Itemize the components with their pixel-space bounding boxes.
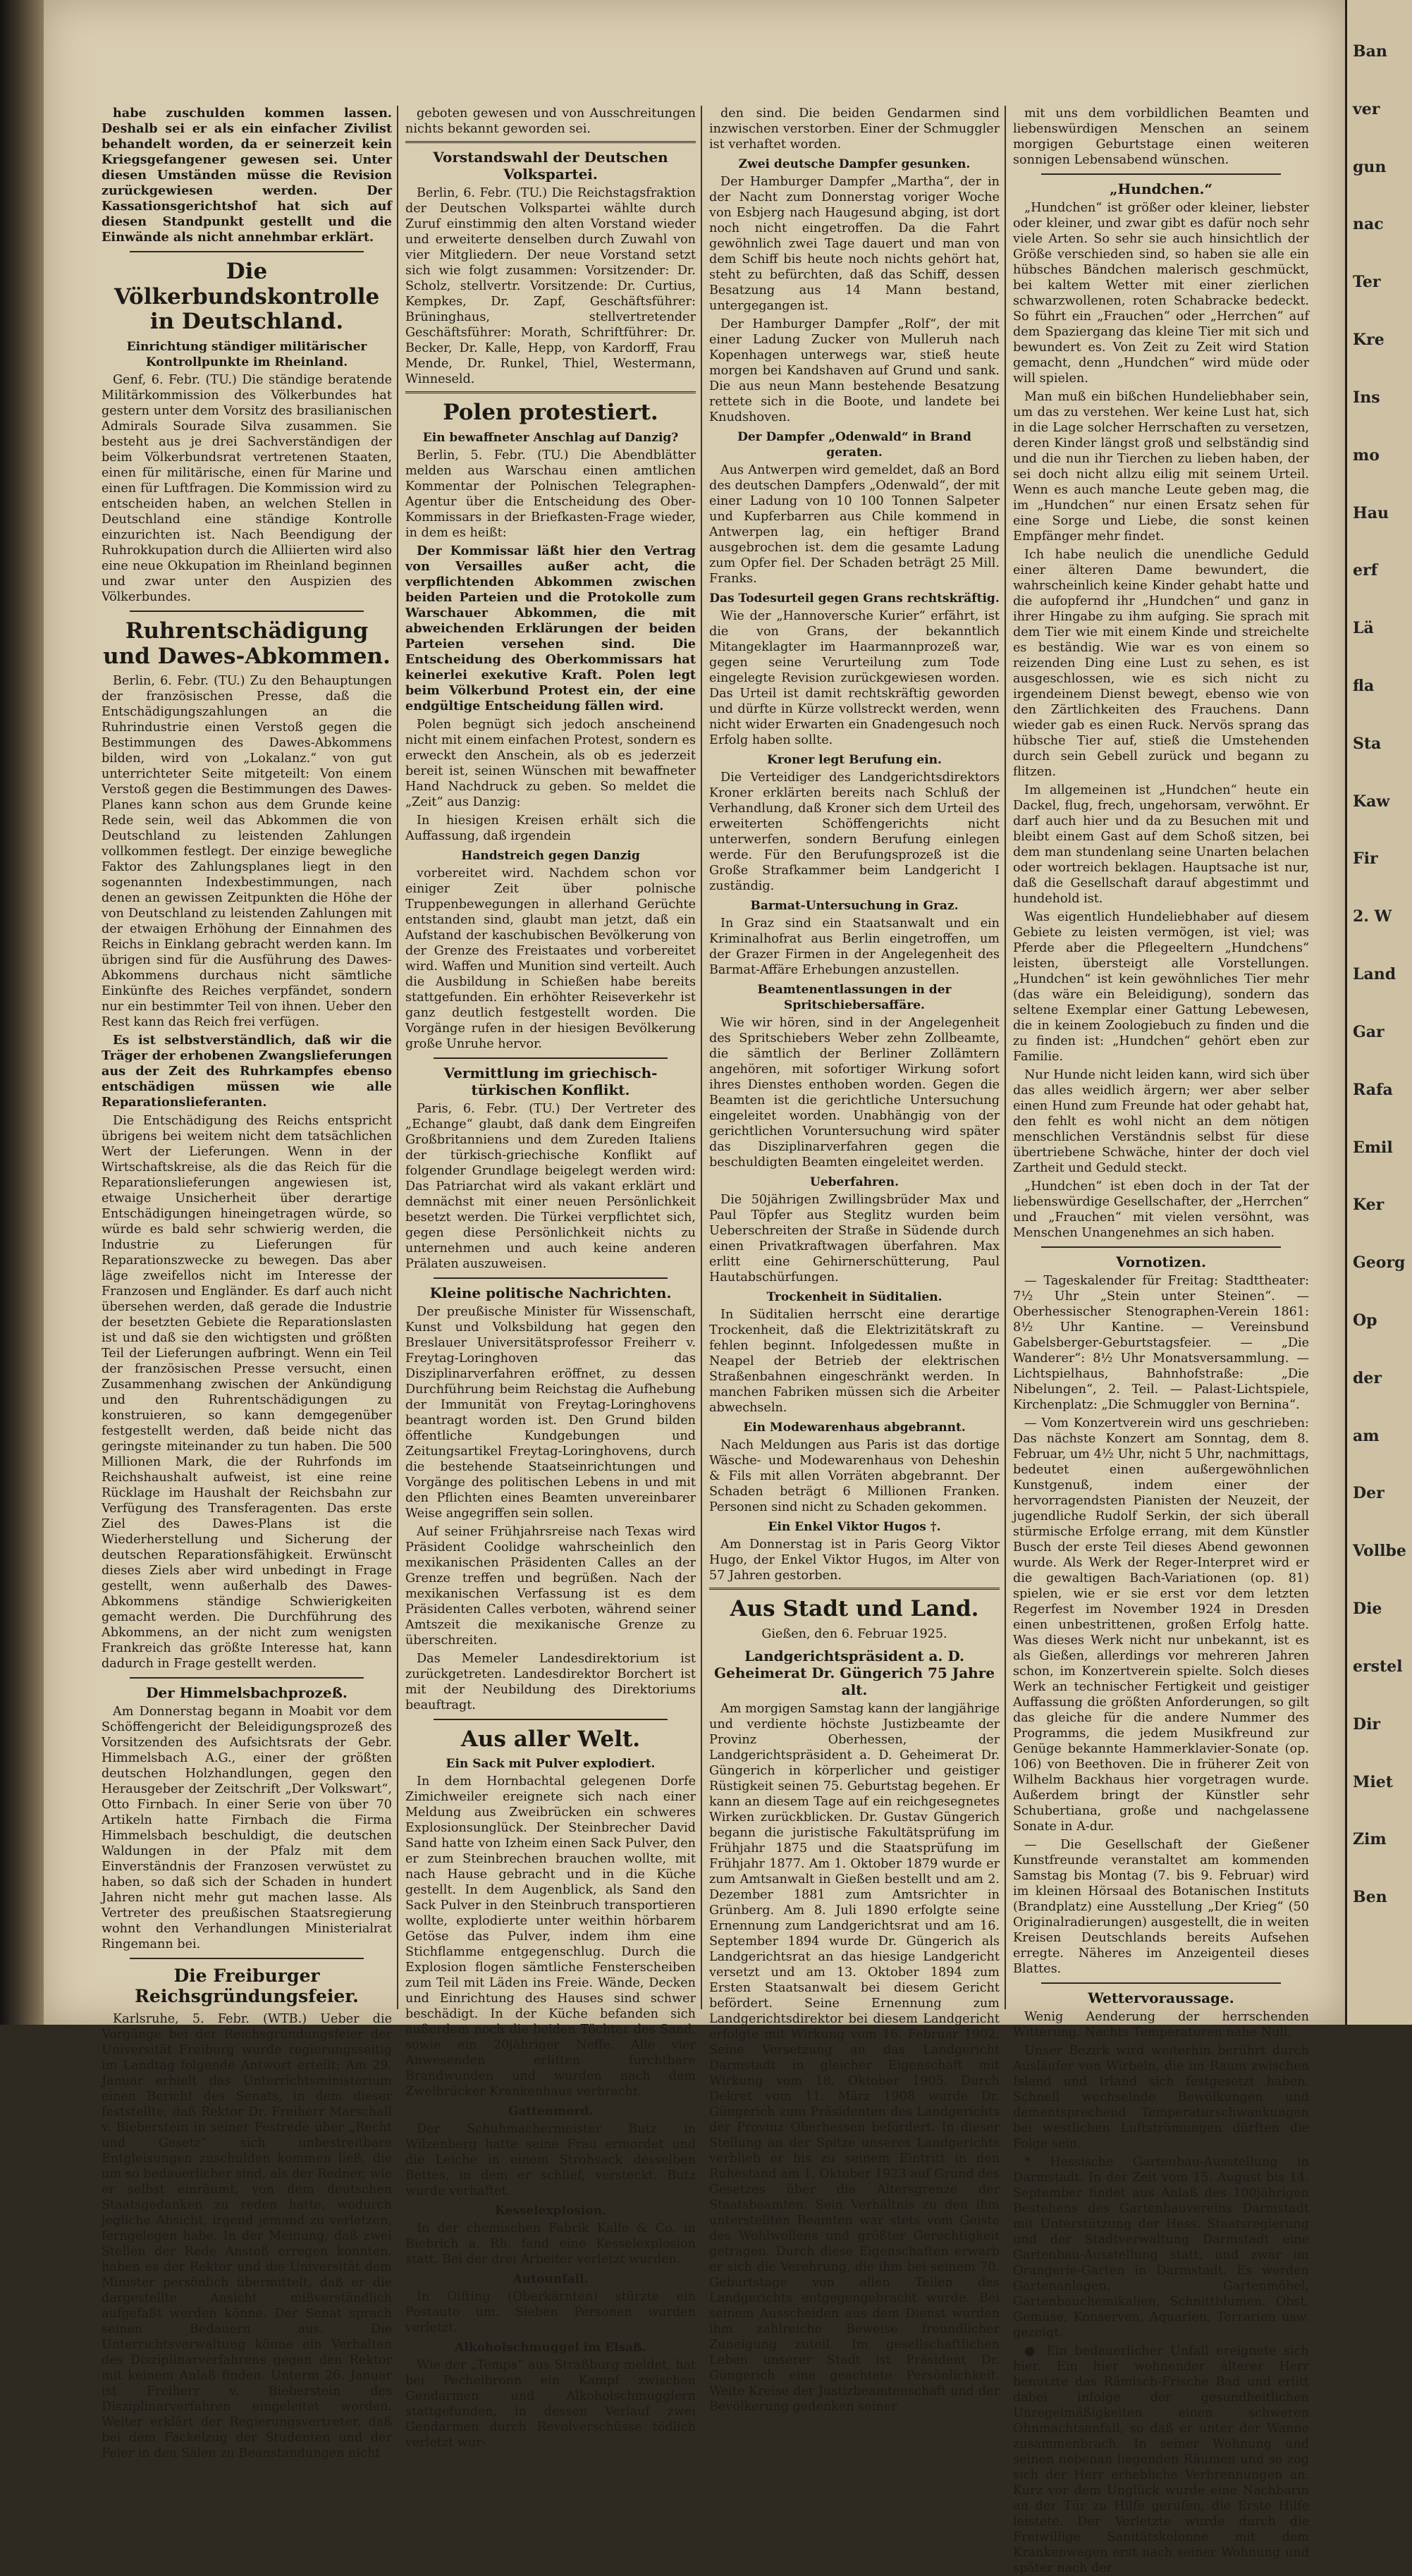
article-hundchen-text-2: Man muß ein bißchen Hundeliebhaber sein, um das zu verstehen. Wer keine Lust hat, sich in die Lage solcher Herrschaften zu versetzen, deren Kinder längst groß und selbständig sind und die nun ihr Tierchen zu lieben haben, der sei doch nicht allzu eilig mit seinem Urteil. Wenn es auch manche Leute geben mag, die im „Hundchen“ nur einen Ersatz sehen für eine Sorge und Liebe, die sonst keinen Empfänger mehr findet. [1013, 390, 1309, 544]
subheadline-pulver: Ein Sack mit Pulver explodiert. [446, 1757, 656, 1772]
adjacent-page-fragment: Hau [1353, 503, 1389, 522]
adjacent-page-fragment: gun [1353, 157, 1387, 176]
article-hundchen-text-6: Nur Hunde nicht leiden kann, wird sich über das alles weidlich ärgern; wer aber selber einen Hund zum Freunde hat oder gehabt hat, den fehlt es wohl nicht an dem nötigen menschlichen Verständnis selbst für diese übertriebene Schwäche, hinter der doch viel Zartheit und Geduld steckt. [1013, 1068, 1309, 1175]
adjacent-page-fragment: Kaw [1353, 792, 1390, 811]
subheadline-trockenheit: Trockenheit in Süditalien. [766, 1290, 943, 1304]
subheadline-danzig: Ein bewaffneter Anschlag auf Danzig? [422, 430, 679, 445]
article-wetter-text-1: Wenig Aenderung der herrschenden Witterung. Nachts Temperaturen nahe Null. [1013, 2010, 1309, 2040]
article-hundchen-text-7: „Hundchen“ ist eben doch in der Tat der liebenswürdige Gesellschafter, der „Herrchen“ und „Frauchen“ mit vielen versöhnt, was Menschen Unangenehmes an sich haben. [1013, 1179, 1309, 1240]
adjacent-page-fragment: Ben [1353, 1888, 1387, 1907]
subheadline-modewarenhaus: Ein Modewarenhaus abgebrannt. [743, 1421, 966, 1435]
subheadline-rheinland: Einrichtung ständiger militärischer Kontrollpunkte im Rheinland. [126, 339, 367, 369]
article-kunstfreunde: — Die Gesellschaft der Gießener Kunstfreunde veranstaltet am kommenden Samstag bis Montag (7. bis 9. Februar) wird im kleinen Hörsaal des Botanischen Instituts (Brandplatz) eine Ausstellung „Der Krieg“ (50 Originalradierungen) ausgestellt, die in weiten Kreisen Deutschlands bereits Aufsehen erregte. Näheres im Anzeigenteil dieses Blattes. [1013, 1838, 1309, 1976]
article-polen-text-4: In hiesigen Kreisen erhält sich die Auffassung, daß irgendein [405, 813, 696, 843]
article-freiburg-text: Karlsruhe, 5. Febr. (WTB.) Ueber die Vorgänge bei der Reichsgründungsfeier der Universität Freiburg wurde regierungsseitig im Landtag folgende Antwort erteilt: Am 29. Januar erhielt das Unterrichtsministerium einen Bericht des Senats, in dem dieser feststellte, daß Rektor Dr. Freiherr Marschall v. Bieberstein in seiner Festrede über „Recht und Gesetz“ sich unbestreitbare Entgleisungen zuschulden kommen ließ, die um so bedauerlicher sind, als der Redner, wie er selbst einräumt, von dem deutschen Staatsgedanken zu reden hatte, wodurch jegliche Absicht, irgend jemand zu verletzen, ferngelegen habe. In der Meinung, daß zwei Stellen der Rede Anstoß erregen konnten, haben es der Rektor und die Universität dem Minister persönlich übermittelt, daß er die dargestellte Ansicht mißverständlich aufgefaßt werden könne. Der Senat sprach seinen Bedauern aus. Die Unterrichtsverwaltung könne ein Verhalten des Disziplinarverfahrens gegen den Rektor mit keinem Anlaß finden. Unterm 26. Januar ist Freiherr v. Bieberstein des Disziplinarverfahren eingeleitet worden. Weiter erklärt der Regierungsvertreter, daß bei dem Fackelzug der Studenten und der Feier in den Sälen zu Beanstandungen nicht [102, 2011, 392, 2460]
article-kleine-text-3: Das Memeler Landesdirektorium ist zurückgetreten. Landesdirektor Borchert ist mit der Neubildung des Direktoriums beauftragt. [405, 1651, 696, 1712]
article-ueberfahren-text: Die 50jährigen Zwillingsbrüder Max und Paul Töpfer aus Steglitz wurden beim Ueberschreiten der Straße in Südende durch einen Privatkraftwagen überfahren. Max erlitt eine Gehirnerschütterung, Paul Hautabschürfungen. [709, 1193, 1000, 1284]
headline-wettervoraussage: Wettervoraussage. [1088, 1989, 1234, 2006]
adjacent-page-fragment: Gar [1353, 1022, 1385, 1041]
adjacent-page-fragment: der [1353, 1368, 1382, 1387]
article-tageskalender: — Tageskalender für Freitag: Stadttheater: 7½ Uhr „Stein unter Steinen“. — Oberhessischer Stenographen-Verein 1861: 8½ Uhr Kantine. — Vereinsbund Gabelsberger-Geburtstagsfeier. — „Die Wanderer“: 8½ Uhr Monatsversammlung. — Lichtspielhaus, Bahnhofstraße: „Die Nibelungen“, 2. Teil. — Palast-Lichtspiele, Kirchenplatz: „Die Schmuggler von Bernina“. [1013, 1274, 1309, 1412]
headline-hundchen: „Hundchen.“ [1110, 180, 1213, 197]
headline-polen: Polen protestiert. [443, 400, 658, 425]
adjacent-page-fragment: Ban [1353, 42, 1387, 61]
article-martha-text: Der Hamburger Dampfer „Martha“, der in der Nacht zum Donnerstag voriger Woche von Esbjerg nach Haugesund abging, ist dort noch nicht eingetroffen. Da die Fahrt gewöhnlich zwei Tage dauert und man von dem Schiff bis heute noch nichts gehört hat, steht zu befürchten, daß das Schiff, dessen Besatzung aus 14 Mann bestand, untergegangen ist. [709, 175, 1000, 313]
subheadline-gattenmord: Gattenmord. [508, 2104, 594, 2119]
adjacent-page-fragment: Ker [1353, 1196, 1385, 1215]
subheadline-alkoholschmuggel: Alkoholschmuggel im Elsaß. [455, 2341, 646, 2355]
article-hundchen-text-1: „Hundchen“ ist größer oder kleiner, liebster oder kleiner, und zwar gibt es dafür noch sehr viele Arten. So sehr sie auch hinsichtlich der Größe verschieden sind, so haben sie alle ein hübsches Bändchen malerisch geschmückt, bei kaltem Wetter mit einer zierlichen schwarzwollenen, roten Schabracke bedeckt. So führt ein „Frauchen“ oder „Herrchen“ auf dem Spaziergang das kleine Tier mit sich und bewundert es. Von Zeit zu Zeit wird Station gemacht, denn „Hundchen“ wird müde oder will spielen. [1013, 201, 1309, 386]
article-voelkerbund-text: Genf, 6. Febr. (TU.) Die ständige beratende Militärkommission des Völkerbundes hat gestern unter dem Vorsitz des brasilianischen Admirals Sourade Silva zusammen. Sie besteht aus je drei Sachverständigen der beim Völkerbundsrat vertretenen Staaten, einen für militärische, einen für Marine und einen für Luftfragen. Die Kommission wird zu entscheiden haben, an welchen Stellen in Deutschland eine ständige Kontrolle einzurichten ist. Nach Beendigung der Ruhrokkupation durch die Alliierten wird also eine neue Okkupation im Rheinland beginnen und zwar unter den Auspizien des Völkerbundes. [102, 372, 392, 604]
article-kroner-text: Die Verteidiger des Landgerichtsdirektors Kroner erklärten bereits nach Schluß der Verhandlung, daß Kroner sich dem Urteil des erweiterten Schöffengerichts nicht unterwerfen, sondern Berufung einlegen werde. Für den Berufungsprozeß ist die Große Strafkammer beim Landgericht I zuständig. [709, 771, 1000, 893]
column-4-intro: mit uns dem vorbildlichen Beamten und liebenswürdigen Menschen an seinem morgigen Geburtstage einen weiteren sonnigen Lebensabend wünschen. [1013, 106, 1309, 167]
article-hundchen-text-5: Was eigentlich Hundeliebhaber auf diesem Gebiete zu leisten vermögen, ist viel; was Pferde aber die Pflegeeltern „Hundchens“ leisten, übersteigt alle Vorstellungen. „Hundchen“ ist kein gewöhnliches Tier mehr (das wäre ein Beleidigung), sondern das seltene Exemplar einer Gattung Lebewesen, die in keinem Zoologiebuch zu finden und die zu finden ist: „Hundchen“ gehört eben zur Familie. [1013, 910, 1309, 1064]
adjacent-page-fragment: 2. W [1353, 907, 1392, 926]
adjacent-page-fragment: Fir [1353, 850, 1378, 869]
adjacent-page-fragment: Emil [1353, 1138, 1393, 1157]
article-hundchen-text-3: Ich habe neulich die unendliche Geduld einer älteren Dame bewundert, die wahrscheinlich keine Kinder gehabt hatte und die aufopfernd ihr „Hundchen“ und ganz in ihrer Hingabe zu ihm aufging. Sie sprach mit dem Tier wie mit einem Kinde und streichelte es beständig. Wie war es von einem so reizenden Ding eine Lust zu sehen, es ist ausgeschlossen, wie es sich nicht zu irgendeinem Dienst bewegt, ebenso wie von den Zärtlichkeiten des Frauchens. Dann wieder gab es einen Ruck. Nervös sprang das hübsche Tier auf, stieß die Umstehenden durch sein Gebell zurück und begann zu flitzen. [1013, 548, 1309, 779]
column-rule [1005, 106, 1006, 2009]
article-ruhr-text-2: Es ist selbstverständlich, daß wir die Träger der erhobenen Zwangslieferungen aus der Zeit des Ruhrkampfes ebenso entschädigen müssen wie alle Reparationslieferanten. [102, 1033, 392, 1110]
article-grans-text: Wie der „Hannoversche Kurier“ erfährt, ist die von Grans, der bekanntlich Mitangeklagter im Haarmannprozeß war, gegen seine Verurteilung zum Tode eingelegte Revision zurückgewiesen worden. Das Urteil ist damit rechtskräftig geworden und dürfte in Kürze vollstreckt werden, wenn nicht wider Erwarten ein Gnadengesuch noch Erfolg haben sollte. [709, 609, 1000, 747]
headline-griechisch-tuerkisch: Vermittlung im griechisch-türkischen Konflikt. [443, 1064, 658, 1098]
subheadline-beamtenentlassungen: Beamtenentlassungen in der Spritschiebersaffäre. [757, 983, 952, 1012]
subheadline-kroner: Kroner legt Berufung ein. [767, 753, 942, 767]
column-3-intro: den sind. Die beiden Gendarmen sind inzwischen verstorben. Einer der Schmuggler ist verhaftet worden. [709, 106, 1000, 152]
subheadline-kesselexplosion: Kesselexplosion. [495, 2204, 606, 2219]
headline-ruhrentschaedigung: Ruhrentschädigung und Dawes-Abkommen. [103, 618, 391, 669]
article-himmelsbach-text: Am Donnerstag begann in Moabit vor dem Schöffengericht der Beleidigungsprozeß des Vorsitzenden des Aufsichtsrats der Gebr. Himmelsbach A.G., einer der größten deutschen Holzhandlungen, gegen den Herausgeber der Zeitschrift „Der Volkswart“, Otto Firnbach. In einer Serie von über 70 Artikeln hatte Firnbach die Firma Himmelsbach beschuldigt, die deutschen Waldungen in der Pfalz mit dem Einverständnis der Franzosen verwüstet zu haben, so daß sich der Schaden in hundert Jahren nicht mehr gut machen lasse. Als Vertreter des preußischen Staatsregierung wohnt den Verhandlungen Ministerialrat Ringemann bei. [102, 1705, 392, 1952]
article-barmat-text: In Graz sind ein Staatsanwalt und ein Kriminalhofrat aus Berlin eingetroffen, um der Grazer Firmen in der Angelegenheit des Barmat-Affäre Erhebungen anzustellen. [709, 916, 1000, 977]
article-pulver-text: In dem Hornbachtal gelegenen Dorfe Zimichweiler ereignete sich nach einer Meldung aus Zweibrücken ein schweres Explosionsunglück. Der Steinbrecher David Sand hatte von Izheim einen Sack Pulver, den er zum Steinbrechen brauchen wollte, mit nach Hause gebracht und in die Küche gestellt. In dem Augenblick, als Sand den Sack Pulver in den Steinbruch transportieren wollte, explodierte unter weithin hörbarem Getöse das Pulver, indem ihm eine Stichflamme entgegenschlug. Durch die Explosion flogen sämtliche Fensterscheiben zum Teil mit Läden ins Freie. Wände, Decken und Einrichtung des Hauses sind schwer beschädigt. In der Küche befanden sich außerdem noch die beiden Töchter des Sand, sowie ein 20jähriger Neffe. Alle vier Anwesenden erlitten furchtbare Brandwunden und wurden nach dem Zweibrücker Krankenhaus verbracht. [405, 1774, 696, 2099]
column-1-intro: habe zuschulden kommen lassen. Deshalb sei er als ein einfacher Zivilist behandelt worden, da er seinerzeit kein Kriegsgefangener gewesen sei. Unter diesen Umständen müsse die Revision zurückgewiesen werden. Der Kassationsgerichtshof hat sich auf diesen Standpunkt gestellt und die Einwände als nicht annehmbar erklärt. [102, 106, 392, 245]
subheadline-grans: Das Todesurteil gegen Grans rechtskräftig. [709, 591, 1000, 606]
headline-kleine-nachrichten: Kleine politische Nachrichten. [429, 1284, 672, 1301]
adjacent-page-fragment: erf [1353, 561, 1378, 580]
article-polen-text-2: Der Kommissar läßt hier den Vertrag von Versailles außer acht, die verpflichtenden Abkommen zwischen beiden Parteien und die Protokolle zum Warschauer Abkommen, die mit abweichenden Erklärungen der beiden Parteien versehen sind. Die Entscheidung des Oberkommissars hat keinerlei exekutive Kraft. Polen legt beim Völkerbund Protest ein, der eine endgültige Entscheidung fällen wird. [405, 543, 696, 713]
adjacent-page-fragment: Ter [1353, 273, 1381, 292]
article-unfall: ● Ein bedauerlicher Unfall ereignete sich hier. Ein hier wohnender älterer Herr benutzte das Rämisch-Frische Bad und erlitt dabei infolge der gesundheitlichen Unregelmäßigkeiten einen schweren Ohnmachtsanfall, so daß er unter der Wanne zusammenbrach. In seiner Wohnung und seinen nebenan liegenden Räumen und so zog sich der Herr erhebliche Verbrennungen an. Kurz vor dem Unglück wurde eine Nachbarin an der Tür zu Hilfe gerufen, die Erste Hilfe leistete. Der Verletzte wurde durch die Freiwillige Sanitätskolonne mit dem Krankenwagen erst nach seiner Wohnung und später nach der [1013, 2344, 1309, 2575]
headline-volkspartei: Vorstandswahl der Deutschen Volkspartei. [433, 149, 668, 183]
headline-freiburg: Die Freiburger Reichsgründungsfeier. [135, 1965, 359, 2006]
adjacent-page-fragment: Op [1353, 1311, 1377, 1330]
adjacent-page-fragment: mo [1353, 446, 1380, 465]
article-gattenmord-text: Der Schuhmachermeister Butz in Wilzenberg hatte seine Frau ermordet und die Leiche in einem Strohsack desselben Bettes, in dem er schlief, versteckt. Butz wurde verhaftet. [405, 2122, 696, 2199]
subheadline-hugo: Ein Enkel Viktor Hugos †. [768, 1520, 941, 1534]
column-1 [102, 106, 392, 2460]
column-4 [1013, 106, 1309, 2575]
headline-voelkerbund: Die Völkerbundskontrolle in Deutschland. [113, 259, 380, 335]
article-volkspartei-text: Berlin, 6. Febr. (TU.) Die Reichstagsfraktion der Deutschen Volkspartei wählte durch Zuruf einstimmig den alten Vorstand wieder und erweiterte denselben durch Zuwahl von vier Mitgliedern. Der neue Vorstand setzt sich wie folgt zusammen: Vorsitzender: Dr. Scholz, stellvertr. Vorsitzende: Dr. Curtius, Kempkes, Dr. Zapf, Geschäftsführer: Brüninghaus, stellvertretender Geschäftsführer: Morath, Schriftführer: Dr. Becker, Dr. Kalle, Hepp, von Kardorff, Frau Mende, Dr. Runkel, Thiel, Westermann, Winneseld. [405, 186, 696, 386]
adjacent-page-fragment: Rafa [1353, 1080, 1393, 1099]
headline-vornotizen: Vornotizen. [1116, 1253, 1206, 1270]
article-auto-text: In Oifting (Oberkärnten) stürzte ein Postauto um. Sieben Personen wurden verletzt. [405, 2290, 696, 2336]
adjacent-page-fragment: Ins [1353, 388, 1380, 407]
article-ruhr-text-1: Berlin, 6. Febr. (TU.) Zu den Behauptungen der französischen Presse, daß die Entschädigungszahlungen an die Ruhrindustrie einen Verstoß gegen die Bestimmungen des Dawes-Abkommens bilden, wird von „Lokalanz.“ von gut unterrichteter Seite mitgeteilt: Von einem Verstoß gegen die Bestimmungen des Dawes-Planes kann schon aus dem Grunde keine Rede sein, weil das Abkommen die von Deutschland zu leistenden Zahlungen vollkommen festlegt. Der einzige bewegliche Faktor des Zahlungsplanes liegt in den sogenannten Indexbestimmungen, nach denen an gewissen Zeitpunkten die Höhe der von Deutschland zu leistenden Zahlungen mit der etwaigen Erhöhung der Einnahmen des Reichs in Einklang gebracht werden kann. Im übrigen sind für die Ausführung des Dawes-Abkommens durchaus nicht sämtliche Einkünfte des Reiches verpfändet, sondern nur ein bestimmter Teil von ihnen. Ueber den Rest kann das Reich frei verfügen. [102, 674, 392, 1030]
article-konzertverein: — Vom Konzertverein wird uns geschrieben: Das nächste Konzert am Sonntag, dem 8. Februar, um 4½ Uhr, nicht 5 Uhr, nachmittags, bedeutet einen außergewöhnlichen Kunstgenuß, indem einer der hervorragendsten Pianisten der Neuzeit, der jugendliche Rudolf Serkin, der sich überall stürmische Erfolge errang, mit dem Künstler Busch der erste Teil dieses Abend gewonnen wurde. Als Werk der Reger-Interpret wird er die gewaltigen Bach-Variationen (op. 81) spielen, wie er sie erst vor dem letzten Regerfest im November 1924 in Dresden einen unbestrittenen, großen Erfolg hatte. Was dieses Werk nicht nur unbekannt, ist es als Gießen, allerdings vor mehreren Jahren schon, im Konzertverein spielte. Solch dieses Werk an technischer Fertigkeit und geistiger Auffassung die größten Anforderungen, so gilt das gleiche für die andere Nummer des Programms, die jedem Musikfreund zur Genüge bekannte Hammerklavier-Sonate (op. 106) von Beethoven. Die in früherer Zeit von Wilhelm Backhaus hier vorgetragen wurde. Außerdem bringt der Künstler sehr Schubertiana, große und nachgelassene Sonate in A-dur. [1013, 1416, 1309, 1834]
column-rule [701, 106, 702, 2009]
headline-guengerich: Landgerichtspräsident a. D. Geheimerat Dr. Güngerich 75 Jahre alt. [714, 1647, 995, 1698]
article-guengerich-text: Am morgigen Samstag kann der langjährige und verdiente höchste Justizbeamte der Provinz Oberhessen, der Landgerichtspräsident a. D. Geheimerat Dr. Güngerich in körperlicher und geistiger Rüstigkeit seinen 75. Geburtstag begehen. Er kann an diesem Tage auf ein reichgesegnetes Wirken zurückblicken. Dr. Gustav Güngerich begann die juristische Fakultätsprüfung im Frühjahr 1875 und die Staatsprüfung im Frühjahr 1877. Am 1. Oktober 1879 wurde er zum Amtsanwalt in Gießen bestellt und am 2. Dezember 1881 zum Amtsrichter in Grünberg. Am 8. Juli 1890 erfolgte seine Ernennung zum Landgerichtsrat und am 16. September 1894 wurde Dr. Güngerich als Landgerichtsrat an das hiesige Landgericht versetzt und am 13. Oktober 1894 zum Ersten Staatsanwalt bei diesem Gericht befördert. Seine Ernennung zum Landgerichtsdirektor bei diesem Landgericht erfolgte mit Wirkung vom 16. Februar 1902. Seine Versetzung an das Landgericht Darmstadt in gleicher Eigenschaft mit Wirkung vom 18. Oktober 1905. Durch Dekret vom 11. März 1908 wurde Dr. Güngerich zum Präsidenten des Landgerichts der Provinz Oberhessen befördert. In dieser Stellung an der Spitze unseres Landgerichts verblieb er bis zu seinem Eintritt in den Ruhestand am 1. Oktober 1923 auf Grund des Gesetzes über die Altersgrenze der Staatsbeamten. Sein Verhältnis zu den ihm unterstellten Beamten war stets vom Geiste des Wohlwollens und größter Gerechtigkeit getragen. Durch diese Eigenschaften erwarb er sich die Verehrung, die ihm bei seinem 70. Geburtstage von allen Teilen des Landgerichts entgegengebracht wurde. Bei seinem Ausscheiden aus dem Dienst wurden ihm zahlreiche Beweise freundlicher Zuneigung zuteil. Im gesellschaftlichen Leben unserer Stadt ist Präsident Dr. Güngerich eine geachtete Persönlichkeit. Weite Kreise der Justizbeamtenschaft und der Bevölkerung gedenken seiner [709, 1701, 1000, 2414]
article-alkohol-text: Wie der „Temps“ aus Straßburg meldet, hat bei Pechelbronn ein Kampf zwischen Gendarmen und Alkoholschmugglern stattgefunden, in dessen Verlauf zwei Gendarmen durch Revolverschüsse tödlich verletzt wur- [405, 2358, 696, 2451]
subheadline-odenwald: Der Dampfer „Odenwald“ in Brand geraten. [737, 430, 971, 460]
subheadline-handstreich: Handstreich gegen Danzig [461, 848, 640, 863]
article-wetter-text-2: Unser Bezirk wird weiterhin berührt durch Ausläufer von Wirbeln, die im Raum zwischen Island und Irland sich festgesetzt haben. Schnell wechselnde Bewölkungen und dementsprechend Temperaturschwankungen bei westlichen Luftströmungen dürften die Folge sein. [1013, 2044, 1309, 2151]
subheadline-ueberfahren: Ueberfahren. [809, 1175, 900, 1189]
subheadline-dampfer: Zwei deutsche Dampfer gesunken. [738, 157, 971, 171]
adjacent-page-fragment: Die [1353, 1600, 1382, 1619]
article-polen-text-1: Berlin, 5. Febr. (TU.) Die Abendblätter melden aus Warschau einen amtlichen Kommentar der Polnischen Telegraphen-Agentur über die Entscheidung des Ober-Kommissars in der Briefkasten-Frage wieder, in dem es heißt: [405, 448, 696, 540]
column-2 [405, 106, 696, 2451]
adjacent-page-fragment: ver [1353, 99, 1380, 118]
article-polen-text-5: vorbereitet wird. Nachdem schon vor einiger Zeit über polnische Truppenbewegungen in allerhand Gerüchte entstanden sind, glaubt man jetzt, daß ein Aufstand der kaschubischen Bevölkerung von der Grenze des Freistaates und vorbereitet wird. Waffen und Munition sind verteilt. Auch die Ausbildung in Schießen habe bereits stattgefunden. Ein erhöhter Reiseverkehr ist ganz deutlich festgestellt worden. Die Vorgänge rufen in der hiesigen Bevölkerung große Unruhe hervor. [405, 866, 696, 1051]
adjacent-page-fragment: Vollbe [1353, 1542, 1406, 1561]
adjacent-page-fragment: Der [1353, 1484, 1385, 1503]
adjacent-page-fragment: Land [1353, 965, 1396, 984]
headline-aus-stadt-und-land: Aus Stadt und Land. [730, 1596, 979, 1621]
headline-himmelsbach: Der Himmelsbachprozeß. [146, 1684, 348, 1702]
adjacent-page-fragment: Kre [1353, 331, 1385, 350]
adjacent-page-fragment: Zim [1353, 1830, 1387, 1849]
subheadline-barmat: Barmat-Untersuchung in Graz. [750, 899, 959, 913]
adjacent-page-fragment: erstel [1353, 1657, 1403, 1676]
article-kleine-text-2: Auf seiner Frühjahrsreise nach Texas wird Präsident Coolidge wahrscheinlich den mexikanischen Präsidenten Calles an der Grenze treffen und begrüßen. Nach der mexikanischen Verfassung ist es dem Präsidenten Calles verboten, während seiner Amtszeit die mexikanische Grenze zu überschreiten. [405, 1524, 696, 1648]
article-griechisch-text: Paris, 6. Febr. (TU.) Der Vertreter des „Echange“ glaubt, daß dank dem Eingreifen Großbritanniens und dem Zureden Italiens der türkisch-griechische Konflikt auf folgender Grundlage beigelegt werden wird: Das Patriarchat wird als vakant erklärt und demnächst mit einer neuen Persönlichkeit besetzt werden. Die Türkei verpflichtet sich, gegen diese Persönlichkeit nichts zu unternehmen und auch keine anderen Prälaten auszuweisen. [405, 1101, 696, 1271]
dateline: Gießen, den 6. Februar 1925. [761, 1626, 947, 1641]
article-odenwald-text: Aus Antwerpen wird gemeldet, daß an Bord des deutschen Dampfers „Odenwald“, der mit einer Ladung von 10 100 Tonnen Salpeter und Kupferbarren aus Chile kommend in Antwerpen lag, ein heftiger Brand ausgebrochen ist. dem die gesamte Ladung zum Opfer fiel. Der Schaden beträgt 25 Mill. Franks. [709, 463, 1000, 586]
article-kessel-text: In der chemischen Fabrik Kalle & Co. in Biebrich a. Rh. fand eine Kesselexplosion statt. Bei der drei Arbeiter verletzt wurden. [405, 2221, 696, 2267]
adjacent-page-fragment: fla [1353, 677, 1375, 695]
article-trockenheit-text: In Süditalien herrscht eine derartige Trockenheit, daß die Elektrizitätskraft zu fehlen beginnt. Infolgedessen mußte in Neapel der Betrieb der elektrischen Straßenbahnen eingeschränkt werden. In manchen Fabriken müssen sich die Arbeiter abwechseln. [709, 1308, 1000, 1415]
article-beamten-text: Wie wir hören, sind in der Angelegenheit des Spritschiebers Weber zehn Zollbeamte, die sämtlich der Berliner Zollämtern angehören, mit sofortiger Wirkung sofort ihres Dienstes enthoben worden. Gegen die Beamten ist die gerichtliche Untersuchung eingeleitet worden. Unabhängig von der gerichtlichen Voruntersuchung wird später das Disziplinarverfahren gegen die beschuldigten Beamten eingeleitet werden. [709, 1016, 1000, 1170]
subheadline-autounfall: Autounfall. [512, 2272, 589, 2287]
column-2-intro: geboten gewesen und von Ausschreitungen nichts bekannt geworden sei. [405, 106, 696, 136]
article-ruhr-text-3: Die Entschädigung des Reichs entspricht übrigens bei weitem nicht dem tatsächlichen Wert der Lieferungen. Wenn in der Wirtschaftskreise, als die das Reich für die Reparationslieferungen angewiesen ist, etwaige Unsicherheit über derartige Entschädigungen hineingetragen würde, so würde es bald sehr schwierig werden, die Industrie zu Lieferungen für Reparationszwecke zu bewegen. Das aber läge zweifellos nicht im Interesse der Franzosen und Engländer. Es darf auch nicht übersehen werden, daß gerade die Industrie der besetzten Gebiete die Reparationslasten ist und daß sie den wichtigsten und größten Teil der Lieferungen aufbringt. Wenn ein Teil der französischen Presse versucht, einen Zusammenhang zwischen der Ankündigung und den Ruhrentschädigungen zu konstruieren, so kann demgegenüber festgestellt werden, daß beide nicht das geringste miteinander zu tun haben. Die 500 Millionen Mark, die der Ruhrfonds im Reichshaushalt aufweist, ist eine reine Rücklage im Haushalt der Reichsbahn zur Verfügung des Transferagenten. Das erste Ziel des Dawes-Plans ist die Wiederherstellung und Sicherung der deutschen Reparationsfähigkeit. Erwünscht dieses Ziels aber wird unbedingt in Frage gestellt, wenn außerhalb des Dawes-Abkommens ständige Schwierigkeiten gemacht werden. Die Durchführung des Abkommens, an der nicht zum wenigsten Frankreich das größte Interesse hat, kann dadurch in Frage gestellt werden. [102, 1114, 392, 1672]
adjacent-page-strip [1345, 0, 1412, 2025]
adjacent-page-fragment: Georg [1353, 1253, 1406, 1272]
binding-edge [0, 0, 44, 2025]
column-rule [397, 106, 398, 2009]
article-gartenbau: * Hessische Gartenbau-Ausstellung in Darmstadt. In der Zeit vom 15. August bis 14. September findet aus Anlaß des 100jährigen Bestehens des Gartenbauvereins Darmstadt mit Unterstützung der Hess. Staatsregierung und der Stadtverwaltung Darmstadt eine Gartenbau-Ausstellung statt, und zwar im Orangerie-Garten in Darmstadt. Es werden Gartenanlagen, Gartenmöbel, Gartenbauchemikalien, Schnittblumen, Obst, Gemüse, Konserven, Aquarien, Terrarien usw. gezeigt. [1013, 2155, 1309, 2340]
article-hundchen-text-4: Im allgemeinen ist „Hundchen“ heute ein Dackel, flug, frech, ungehorsam, verwöhnt. Er darf auch hier und da zu Besuchen mit und bleibt einem Gast auf dem Schoß sitzen, bei dem man stundenlang seine Unarten belachen oder wortreich beklagen. Hauptsache ist nur, daß die Gesellschaft darauf abgestimmt und hundehold ist. [1013, 783, 1309, 906]
adjacent-page-fragment: Lä [1353, 619, 1374, 638]
article-modewarenhaus-text: Nach Meldungen aus Paris ist das dortige Wäsche- und Modewarenhaus von Deheshin & Fils mit allen Vorräten abgebrannt. Der Schaden beträgt 6 Millionen Franken. Personen sind nicht zu Schaden gekommen. [709, 1438, 1000, 1514]
adjacent-page-fragment: Dir [1353, 1715, 1381, 1734]
article-rolf-text: Der Hamburger Dampfer „Rolf“, der mit einer Ladung Zucker von Mulleruh nach Kopenhagen unterwegs war, stieß heute morgen bei Kandshaven auf Grund und sank. Die aus neun Mann bestehende Besatzung rettete sich in die Boote, und landete bei Knudshoven. [709, 317, 1000, 424]
adjacent-page-fragment: am [1353, 1426, 1380, 1445]
column-3 [709, 106, 1000, 2414]
adjacent-page-fragment: Miet [1353, 1772, 1393, 1791]
article-kleine-text-1: Der preußische Minister für Wissenschaft, Kunst und Volksbildung hat gegen den Breslauer Universitätsprofessor Freiherr v. Freytag-Loringhoven das Disziplinarverfahren eröffnet, zu dessen Durchführung beim Reichstag die Aufhebung der Immunität von Freytag-Loringhovens beantragt worden ist. Den Grund bilden öffentliche Kundgebungen und Zeitungsartikel Freytag-Loringhovens, durch die bestehende Staatseinrichtungen und Vorgänge des politischen Lebens in und mit den Pflichten eines Beamten unvereinbarer Weise angegriffen sein sollen. [405, 1304, 696, 1521]
adjacent-page-fragment: Sta [1353, 734, 1382, 753]
article-polen-text-3: Polen begnügt sich jedoch anscheinend nicht mit einem einfachen Protest, sondern es erweckt den Anschein, als ob es jederzeit bereit ist, seinen Wünschen mit bewaffneter Hand Nachdruck zu geben. So meldet die „Zeit“ aus Danzig: [405, 717, 696, 809]
article-hugo-text: Am Donnerstag ist in Paris Georg Viktor Hugo, der Enkel Viktor Hugos, im Alter von 57 Jahren gestorben. [709, 1538, 1000, 1583]
adjacent-page-fragment: nac [1353, 215, 1384, 234]
headline-aus-aller-welt: Aus aller Welt. [460, 1726, 641, 1752]
